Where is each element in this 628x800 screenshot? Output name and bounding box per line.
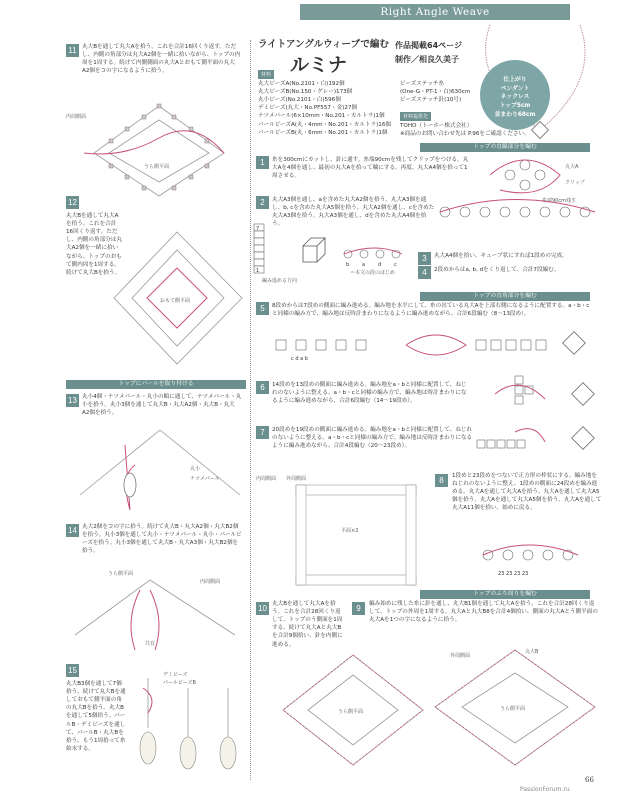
bubble-line4: トップ5cm <box>499 103 531 110</box>
step-4-number: 4 <box>418 266 431 279</box>
thread-item: ビーズステッチ糸 <box>400 81 445 87</box>
step-2-text: 丸大A3個を通し、aを含めた丸大A2個を拾う。丸大A3個を通し、b, cを含めた丸大A5個を拾う。丸大A2個を通し、cを含めた丸大A3個を拾う。丸大A3個を通し、dを含めた丸大A4個を拾う。 <box>272 197 435 228</box>
step-12-diagram <box>112 228 247 368</box>
step-7-diagram <box>475 422 605 462</box>
svg-text:a: a <box>362 262 366 268</box>
svg-text:c d a b: c d a b <box>291 356 308 362</box>
cube-illustration <box>295 232 335 272</box>
material-item: パールビーズA(丸・4mm・No.201・カルトラ)16個 <box>258 121 392 128</box>
header-band <box>300 4 570 20</box>
step-6-number: 6 <box>256 381 269 394</box>
back-label-14: うら側平面 <box>108 571 134 577</box>
direction-label: 編み進める方向 <box>262 278 298 284</box>
flat-x2-label: 平面×2 <box>341 528 359 534</box>
step-5-text: 8段めからは7段めの側面に編み進める。編み地を水平にして、糸の出ている丸大Aを上部右側になるように配置する。a・b・cと同様の編み方で、編み地は反時計まわりになるように編み進めながら、合計6段編む（8〜13段め）。 <box>272 303 590 318</box>
outer-side-label: 外周側面 <box>450 653 471 659</box>
svg-text:c: c <box>394 262 397 268</box>
author: 制作／相良久美子 <box>395 55 459 64</box>
step-14-diagram <box>70 565 245 655</box>
step-5-diagram <box>256 330 606 374</box>
flat-plan-diagram <box>256 470 431 600</box>
own-a-label: 丸大A <box>565 164 579 170</box>
clip-label: クリップ <box>565 180 585 186</box>
abcd-strip <box>340 246 410 268</box>
step-13-diagram <box>70 425 245 520</box>
step-12-number: 12 <box>66 196 79 209</box>
step-15-number: 15 <box>66 664 79 677</box>
step-7-text: 20段めを19段めの側面に編み進める。編み地をa・bと同様に配置して、ねじれのないように整える。a・b・cと同様の編み方で、編み地は反時計まわりになるように編み進めながら、合計4段編む（20〜23段め）。 <box>272 427 473 450</box>
step-11-diagram <box>64 98 244 198</box>
material-item: 丸大ビーズB(No.150・グレー)173個 <box>258 89 353 96</box>
pearlB-label: パールビーズB <box>163 680 196 686</box>
svg-text:1: 1 <box>256 268 260 274</box>
material-item: 丸大ビーズA(No.2101・白)192個 <box>258 81 345 87</box>
article-subtitle: ライトアングルウィーブで編む <box>258 39 389 50</box>
step-5-number: 5 <box>256 302 269 315</box>
materials-label: 材料 <box>258 70 274 79</box>
step-11-text: 丸大Bを通して丸大Aを拾う。これを合計16回くり返す。ただし、内側の角部分は丸大A2個を一緒に拾いながら、トップの内周を1周する。続けて内側側面の丸大Aとおもて側平面の丸大A2個をコの字になるように拾う。 <box>82 44 241 75</box>
bubble-line3: ネックレス <box>500 94 530 101</box>
edge-diagram-outer <box>430 645 600 770</box>
step-count-column <box>250 222 280 278</box>
step-3-number: 3 <box>418 252 431 265</box>
article-title: ルミナ <box>290 54 348 76</box>
share-label: 共有 <box>145 641 156 647</box>
front-label: おもて側平面 <box>160 298 191 304</box>
page-reference: 作品掲載64ページ <box>395 41 462 50</box>
thread-item: ビーズステッチ針(10号) <box>400 97 462 104</box>
thread-item: (One-G・PT-1・白)630cm <box>400 89 471 96</box>
step-1-number: 1 <box>256 156 269 169</box>
materials-list <box>258 80 398 137</box>
bubble-line5: 首まわり68cm <box>494 111 536 118</box>
svg-text:7: 7 <box>256 226 260 232</box>
supplier-note: ※商品のお問い合わせ先は P.96をご確認ください。 <box>400 131 530 137</box>
step-4-text: 2段めからはa, b, dをくり返して、合計7段編む。 <box>434 267 560 273</box>
step-12-text: 丸大Bを通して丸大Aを拾う。これを合計16回くり返す。ただし、内側の角部分は丸大A2個を一緒に拾いながら、トップのおもて側内周を1周する。続けて丸大Bを拾う。 <box>66 213 122 276</box>
finished-size-bubble <box>480 60 550 130</box>
watermark: PassionForum.ru <box>520 786 570 793</box>
material-item: ナツメパール(6×10mm・No.201・カルトラ)1個 <box>258 113 385 120</box>
top-corner-section-bar: トップの直角部分を編む <box>420 292 590 301</box>
outer-side-header: 外周側面 <box>286 476 307 482</box>
outer-plane-label: うら側平面 <box>500 706 526 712</box>
step-8-number: 8 <box>435 474 448 487</box>
step-15-text: 丸大B3個を通して7個拾う。続けて丸大Bを通しておもて側平面の角の丸大Bを拾う。丸大Bを通して5個拾う。パールB・デミビーズを通して、パールB・丸大Bを拾う。もう1周拾って糸始末する。 <box>66 681 126 752</box>
small-bead-label: 丸小 <box>190 466 201 472</box>
svg-text:23 23 23 23: 23 23 23 23 <box>498 571 529 577</box>
step-8-text: 1段めと23段めをつないで正方形の枠状にする。編み地をねじれのないように整え、1段めの側面に24段めを編み進める。丸大Aを通して丸大Aを拾う。丸大Aを通して丸大A5個を拾う。丸大Aを通して丸大A5個を拾う。丸大Aを通して丸大A11個を拾い、始めに戻る。 <box>452 473 602 512</box>
header-title: Right Angle Weave <box>380 6 490 18</box>
supplier-label: 材料提供先 <box>400 112 431 121</box>
demi-label: デミビーズ <box>163 672 188 678</box>
step-14-text: 丸大2個をコの字に拾う。続けて丸大B・丸大A2個・丸大B2個を拾う。丸小3個を通して丸小・ナツメパール・丸小・パールビーズを拾う。丸小3個を通して丸大B・丸大A3個・丸大B2個を拾う。 <box>82 524 242 555</box>
edge-diagram-back <box>278 650 428 770</box>
step-3-text: 丸大A4個を拾い、キューブ状にすれば1段めの完成。 <box>434 253 568 259</box>
row-start-legend: ＝本文の段のはじめ <box>350 270 396 276</box>
step-7-number: 7 <box>256 426 269 439</box>
step-6-diagram <box>475 374 605 424</box>
supplier: TOHO（トーホー株式会社） <box>400 123 473 129</box>
own-b-label: 丸大B <box>525 649 539 655</box>
natsume-label: ナツメパール <box>190 476 220 482</box>
back-plane-label: うら側平面 <box>338 709 364 715</box>
step-2-diagram <box>435 192 605 232</box>
step-11-number: 11 <box>66 44 79 57</box>
step-2-number: 2 <box>256 196 269 209</box>
step-9-text: 編み始めに残した糸に針を通し、丸大B1個を通して丸大Aを拾う。これを合計28回くり返して、トップの外周を1周する。丸大Aと丸大B8を合計4個拾い、側面の丸大Aとう側平面の丸大Aを1つの字になるように拾う。 <box>369 601 598 624</box>
step-14-number: 14 <box>66 524 79 537</box>
back-label: うら側平面 <box>144 164 170 170</box>
inner-side-label: 内周側面 <box>66 114 87 120</box>
step-13-text: 丸小4個・ナツメパール・丸小の順に通して、ナツメパール・丸小を拾う。丸小3個を通して丸大B・丸大A2個・丸大B・丸大A2個を拾う。 <box>82 394 242 417</box>
step-10-number: 10 <box>256 602 269 615</box>
edge-section-bar: トップのふち周りを編む <box>420 590 590 599</box>
step-13-number: 13 <box>66 394 79 407</box>
step-6-text: 14段めを13段めの側面に編み進める。編み地をa・bと同様に配置して、ねじれのないように整える。a・b・cと同様の編み方で、編み地は時計まわりになるように編み進めながら、合計6段編む（14〜19段め）。 <box>272 382 467 405</box>
pearl-section-bar: トップにパールを取り付ける <box>66 380 246 389</box>
tail-label: 糸端90cm残す <box>542 198 576 204</box>
step-1-text: 糸を300cmにカットし、針に通す。糸端90cmを残してクリップをつける。丸大Aを4個を通し、最初の丸大Aを拾って輪にする。再度、丸大A4個を拾って1周させる。 <box>272 157 469 180</box>
bubble-line1: 仕上がり <box>503 77 527 83</box>
bubble-line2: ペンダント <box>500 85 530 92</box>
materials-thread <box>400 80 480 104</box>
step-15-diagram <box>128 668 248 776</box>
inner-side-header: 内周側面 <box>256 476 277 482</box>
top-square-section-bar: トップの直線部分を編む <box>420 143 590 152</box>
step-10-text: 丸大Bを通して丸大Aを拾う。これを合計28回くり返して、トップのう側面を1周する。続けて丸大Aと丸大Bを合計9個拾い、針を内側に進める。 <box>272 601 343 648</box>
material-item: 丸小ビーズ(No.2101・白)596個 <box>258 97 341 104</box>
step-8-diagram <box>478 540 598 580</box>
material-item: デミビーズ(丸大・No.PF557・金)27個 <box>258 105 358 112</box>
svg-text:b: b <box>346 262 350 268</box>
inner-side-label-14: 内周側面 <box>200 579 221 585</box>
svg-text:d: d <box>378 262 382 268</box>
step-9-number: 9 <box>352 602 365 615</box>
page-number: 66 <box>585 776 594 784</box>
material-item: パールビーズB(丸・6mm・No.201・カルトラ)1個 <box>258 129 388 136</box>
